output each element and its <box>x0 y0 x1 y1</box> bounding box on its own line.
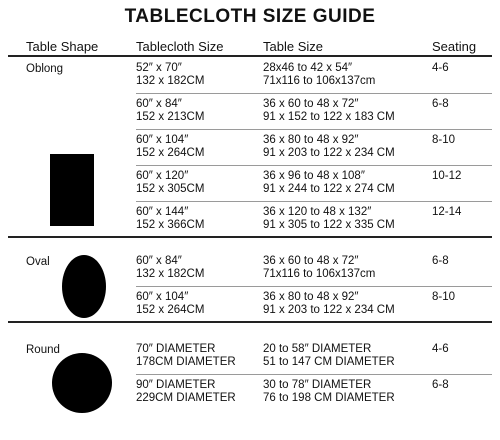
table-size-cell: 36 x 60 to 48 x 72″ 71x116 to 106x137cm <box>263 255 376 280</box>
header-table-size: Table Size <box>263 39 323 54</box>
group-label-oblong: Oblong <box>26 63 64 75</box>
row-divider <box>136 93 492 94</box>
oval-shape-icon <box>62 255 106 318</box>
tablecloth-size-cell: 60″ x 104″ 152 x 264CM <box>136 134 205 159</box>
tablecloth-size-cell: 70″ DIAMETER 178CM DIAMETER <box>136 343 236 368</box>
circle-shape-icon <box>52 353 112 413</box>
rectangle-shape-icon <box>50 154 94 226</box>
seating-cell: 6-8 <box>432 379 449 391</box>
row-divider <box>136 286 492 287</box>
table-size-cell: 36 x 96 to 48 x 108″ 91 x 244 to 122 x 274 CM <box>263 170 395 195</box>
table-size-cell: 36 x 120 to 48 x 132″ 91 x 305 to 122 x 335 CM <box>263 206 395 231</box>
seating-cell: 4-6 <box>432 343 449 355</box>
seating-cell: 8-10 <box>432 134 456 146</box>
table-size-cell: 20 to 58″ DIAMETER 51 to 147 CM DIAMETER <box>263 343 395 368</box>
header-tablecloth-size: Tablecloth Size <box>136 39 224 54</box>
table-size-cell: 36 x 80 to 48 x 92″ 91 x 203 to 122 x 234 CM <box>263 291 395 316</box>
header-table-shape: Table Shape <box>26 39 99 54</box>
row-divider <box>136 374 492 375</box>
seating-cell: 8-10 <box>432 291 456 303</box>
group-label-oval: Oval <box>26 256 50 268</box>
tablecloth-size-cell: 60″ x 84″ 132 x 182CM <box>136 255 205 280</box>
header-divider <box>8 55 492 57</box>
table-size-cell: 28x46 to 42 x 54″ 71x116 to 106x137cm <box>263 62 376 87</box>
row-divider <box>136 165 492 166</box>
header-seating: Seating <box>432 39 477 54</box>
seating-cell: 4-6 <box>432 62 449 74</box>
seating-cell: 6-8 <box>432 98 449 110</box>
tablecloth-size-cell: 60″ x 84″ 152 x 213CM <box>136 98 205 123</box>
group-divider <box>8 321 492 323</box>
tablecloth-size-cell: 60″ x 120″ 152 x 305CM <box>136 170 205 195</box>
seating-cell: 10-12 <box>432 170 462 182</box>
tablecloth-size-cell: 60″ x 104″ 152 x 264CM <box>136 291 205 316</box>
table-size-cell: 30 to 78″ DIAMETER 76 to 198 CM DIAMETER <box>263 379 395 404</box>
seating-cell: 12-14 <box>432 206 462 218</box>
page-title: TABLECLOTH SIZE GUIDE <box>124 6 376 27</box>
row-divider <box>136 129 492 130</box>
tablecloth-size-cell: 90″ DIAMETER 229CM DIAMETER <box>136 379 236 404</box>
tablecloth-size-cell: 52″ x 70″ 132 x 182CM <box>136 62 205 87</box>
row-divider <box>136 201 492 202</box>
seating-cell: 6-8 <box>432 255 449 267</box>
table-size-cell: 36 x 80 to 48 x 92″ 91 x 203 to 122 x 234 CM <box>263 134 395 159</box>
group-divider <box>8 236 492 238</box>
tablecloth-size-cell: 60″ x 144″ 152 x 366CM <box>136 206 205 231</box>
table-size-cell: 36 x 60 to 48 x 72″ 91 x 152 to 122 x 183 CM <box>263 98 395 123</box>
group-label-round: Round <box>26 344 60 356</box>
